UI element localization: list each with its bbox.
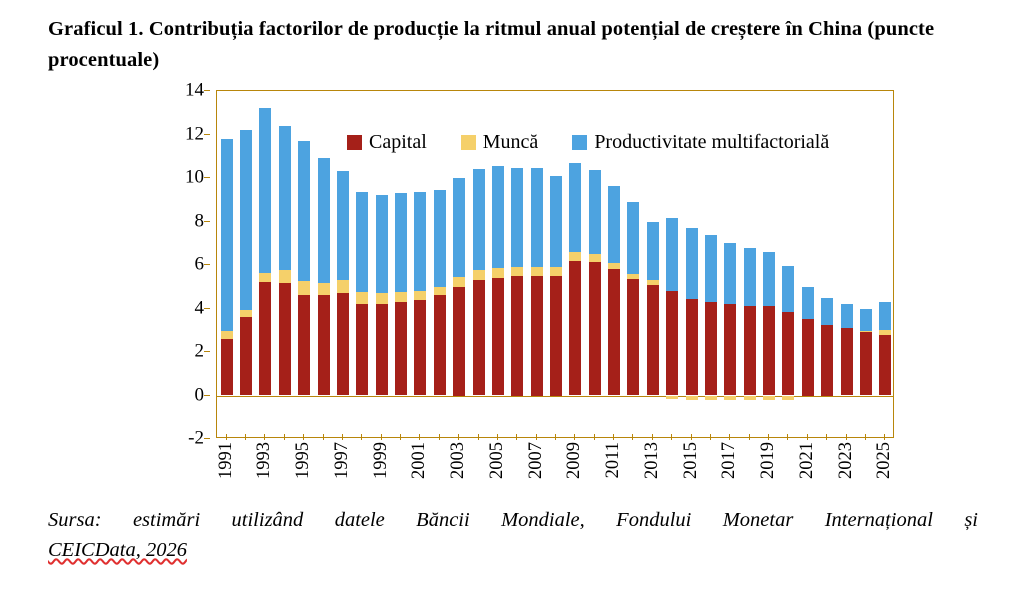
bar-segment [492,278,504,395]
bar-segment [705,235,717,302]
y-axis-tick-mark [204,395,210,396]
bar-segment [550,276,562,396]
x-axis-tick-mark [671,434,672,440]
source-word: Mondiale, [501,509,585,531]
bar-segment [802,319,814,395]
bar-segment [376,304,388,395]
x-axis-tick-mark [342,434,343,440]
bar-segment [395,193,407,292]
x-axis-tick-mark [400,434,401,440]
y-axis-tick-label: 10 [185,166,204,188]
bar-segment [860,309,872,332]
source-line-1 [48,505,978,535]
x-axis-tick-mark [729,434,730,440]
x-axis-tick-mark [284,434,285,440]
bar-segment [453,178,465,277]
source-word: utilizând [231,509,304,531]
source-word: Monetar [722,509,794,531]
bar-segment [414,291,426,300]
source-word: Fondului [616,509,692,531]
bar-segment [376,293,388,304]
bar-segment [511,168,523,267]
y-axis-tick-label: 14 [185,79,204,101]
legend-label: Muncă [482,131,539,153]
y-axis-tick-label: 6 [194,253,204,275]
bar-segment [259,273,271,283]
bar-segment [453,287,465,396]
x-axis-tick-label: 2015 [680,442,701,479]
x-axis-tick-label: 1997 [331,442,352,479]
bar-segment [782,266,794,312]
x-axis-tick-label: 2009 [564,442,585,479]
bar-segment [414,300,426,396]
bar-segment [298,141,310,281]
bar-segment [473,270,485,280]
bar-segment [860,332,872,395]
y-axis-tick-label: 2 [194,340,204,362]
y-axis-tick-mark [204,177,210,178]
bar-segment [414,192,426,291]
figure-source [48,505,978,565]
bar-segment [841,328,853,395]
bar-column [298,91,310,437]
bar-segment [763,252,775,306]
y-axis-tick-mark [204,134,210,135]
source-word: și [964,509,978,531]
bar-column [318,91,330,437]
x-axis-tick-mark [478,434,479,440]
y-axis-tick-label: 12 [185,123,204,144]
bar-column [259,91,271,437]
bar-segment [569,163,581,252]
y-axis-tick-mark [204,90,210,91]
source-word: datele [334,509,385,531]
x-axis-tick-mark [226,434,227,440]
x-axis-tick-label: 2023 [835,442,856,479]
x-axis-tick-label: 2017 [719,442,740,479]
legend-swatch-icon [461,135,476,150]
x-axis-tick-label: 1991 [215,442,236,479]
bar-column [279,91,291,437]
bar-segment [608,269,620,395]
y-axis-tick-label: -2 [188,427,204,449]
x-axis-tick-mark [497,434,498,440]
source-word: Internațional [824,509,933,531]
x-axis-tick-mark [323,434,324,440]
bar-segment [473,169,485,270]
bar-segment [686,299,698,396]
bar-segment [453,277,465,287]
x-axis-tick-mark [264,434,265,440]
bar-segment [356,292,368,304]
bar-segment [434,287,446,296]
x-axis-tick-mark [439,434,440,440]
bar-segment [298,295,310,395]
bar-column [841,91,853,437]
bar-segment [434,190,446,287]
x-axis-tick-mark [381,434,382,440]
y-axis-tick-mark [204,264,210,265]
y-axis-tick-label: 8 [194,210,204,231]
bar-segment [492,268,504,278]
bar-segment [744,306,756,395]
bar-segment [395,292,407,302]
x-axis-tick-label: 2005 [486,442,507,479]
bar-segment [705,396,717,400]
x-axis-tick-label: 2025 [874,442,895,479]
bar-segment [686,396,698,400]
bar-segment [744,248,756,307]
x-axis-tick-mark [516,434,517,440]
y-axis-tick-mark [204,438,210,439]
bar-segment [221,339,233,396]
bar-segment [841,304,853,328]
bar-segment [608,186,620,263]
x-axis-tick-mark [846,434,847,440]
source-word: estimări [132,509,201,531]
bar-column [221,91,233,437]
x-axis-tick-label: 2011 [603,442,624,479]
bar-segment [724,243,736,304]
bar-segment [318,158,330,283]
bar-segment [240,317,252,395]
bar-segment [259,282,271,395]
bar-segment [279,270,291,283]
bar-segment [782,396,794,400]
bar-segment [666,396,678,399]
bar-segment [627,279,639,395]
bar-column [240,91,252,437]
bar-segment [337,280,349,293]
y-axis-tick-mark [204,221,210,222]
bar-segment [298,281,310,295]
x-axis-tick-mark [691,434,692,440]
bar-segment [337,171,349,280]
legend-item [461,131,539,154]
x-axis-tick-mark [555,434,556,440]
bar-segment [337,293,349,395]
x-axis-tick-mark [613,434,614,440]
bar-segment [724,396,736,400]
bar-segment [879,335,891,396]
bar-column [860,91,872,437]
bar-segment [647,280,659,284]
bar-segment [531,267,543,276]
bar-segment [666,218,678,291]
x-axis-tick-mark [749,434,750,440]
bar-segment [802,287,814,320]
bar-segment [647,222,659,281]
bar-segment [240,310,252,318]
bar-segment [318,295,330,395]
bar-segment [240,130,252,309]
legend-item [572,131,829,154]
bar-segment [782,312,794,396]
bar-segment [318,283,330,295]
bar-column [879,91,891,437]
bar-segment [550,176,562,267]
bar-segment [744,396,756,400]
bar-segment [589,170,601,254]
bar-segment [686,228,698,299]
bar-segment [821,298,833,325]
y-axis [148,79,210,449]
bar-segment [511,267,523,276]
bar-segment [879,330,891,334]
x-axis-tick-label: 1999 [370,442,391,479]
x-axis-tick-mark [361,434,362,440]
source-prefix: Sursa: [48,509,102,531]
bar-segment [376,195,388,293]
y-axis-tick-label: 4 [194,297,204,318]
y-axis-tick-mark [204,351,210,352]
legend-label: Capital [369,131,427,153]
bar-segment [763,306,775,395]
bar-segment [531,276,543,396]
bar-segment [221,139,233,331]
y-axis-tick-mark [204,308,210,309]
x-axis-tick-label: 2013 [641,442,662,479]
bar-segment [627,202,639,274]
x-axis-tick-mark [787,434,788,440]
x-axis-tick-mark [303,434,304,440]
bar-segment [531,168,543,267]
legend-swatch-icon [347,135,362,150]
bar-segment [473,280,485,395]
bar-segment [569,252,581,261]
bar-segment [608,263,620,270]
source-line-2: CEICData, 2026 [48,539,187,561]
bar-segment [647,285,659,396]
bar-segment [569,261,581,396]
bar-segment [666,291,678,395]
bar-segment [395,302,407,396]
legend-label: Productivitate multifactorială [594,131,830,153]
bar-segment [589,262,601,396]
bar-segment [511,276,523,396]
x-axis-tick-mark [245,434,246,440]
x-axis-tick-label: 1995 [293,442,314,479]
bar-segment [492,166,504,268]
x-axis-tick-mark [536,434,537,440]
x-axis-tick-label: 2001 [409,442,430,479]
bar-segment [550,267,562,276]
x-axis-tick-label: 2021 [796,442,817,479]
source-word: Băncii [416,509,470,531]
y-axis-tick-label: 0 [194,384,204,405]
x-axis-tick-label: 1993 [254,442,275,479]
x-axis-tick-mark [826,434,827,440]
x-axis-tick-mark [652,434,653,440]
bar-segment [434,295,446,395]
bar-segment [279,283,291,395]
bar-segment [821,325,833,396]
bar-segment [259,108,271,272]
x-axis-tick-mark [768,434,769,440]
bar-segment [589,254,601,262]
legend-item [347,131,427,154]
x-axis-tick-mark [865,434,866,440]
x-axis-tick-mark [632,434,633,440]
bar-segment [879,302,891,330]
chart-container [108,78,918,478]
x-axis-tick-mark [884,434,885,440]
x-axis-tick-label: 2007 [525,442,546,479]
x-axis-tick-mark [458,434,459,440]
x-axis-tick-label: 2019 [758,442,779,479]
bar-segment [279,126,291,271]
x-axis-tick-mark [807,434,808,440]
plot-area [216,90,894,438]
bar-segment [356,192,368,292]
bar-segment [860,331,872,332]
x-axis-tick-mark [594,434,595,440]
figure-title: Graficul 1. Contribuția factorilor de producție la ritmul anual potențial de creștere în China (puncte procentuale) [48,18,935,71]
bar-segment [705,302,717,396]
x-axis-tick-mark [710,434,711,440]
x-axis-tick-mark [419,434,420,440]
chart-legend [347,131,829,154]
legend-swatch-icon [572,135,587,150]
bar-segment [627,274,639,279]
bar-segment [356,304,368,395]
x-axis-tick-label: 2003 [448,442,469,479]
bar-segment [763,396,775,400]
bar-segment [221,331,233,339]
x-axis-tick-mark [574,434,575,440]
bar-segment [724,304,736,395]
